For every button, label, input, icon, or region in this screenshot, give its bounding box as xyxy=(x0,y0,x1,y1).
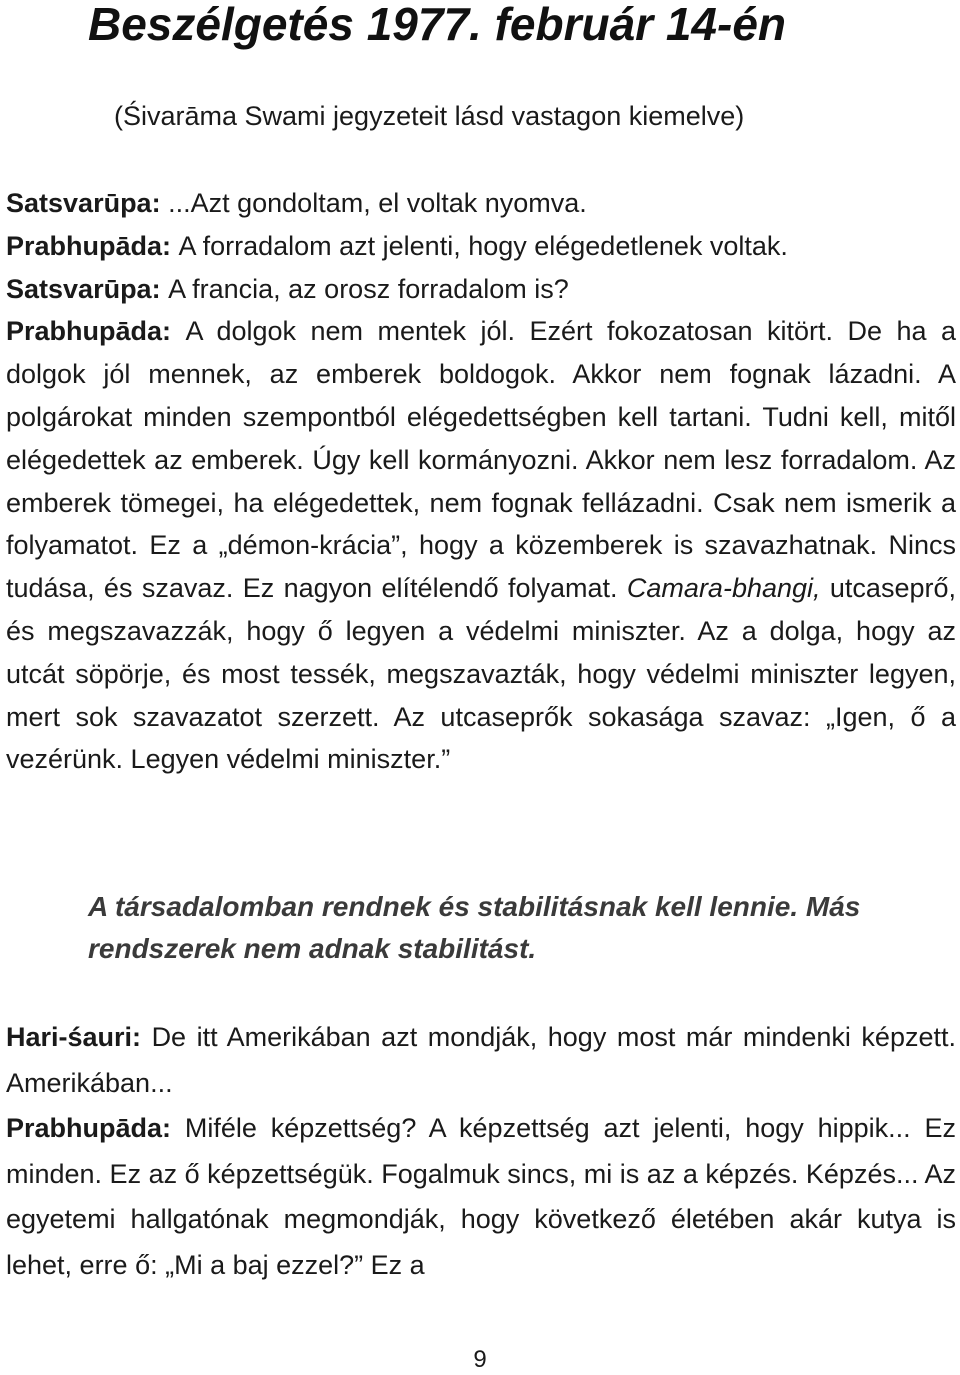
page-title: Beszélgetés 1977. február 14-én xyxy=(88,0,787,50)
dialogue-text: utcaseprő, és megszavazzák, hogy ő legyen a védelmi miniszter. Az a dolga, hogy az utcát söpörje, és most tessék, megszavazták, hogy védelmi miniszter legyen, mert sok szavazatot szerzett. Az utcaseprők sokasága szavaz: „Igen, ő a vezérünk. Legyen védelmi miniszter.” xyxy=(6,573,956,775)
dialogue-text: De itt Amerikában azt mondják, hogy most már mindenki képzett. Amerikában... xyxy=(6,1022,956,1098)
dialogue-line xyxy=(6,182,956,225)
dialogue-line xyxy=(6,1015,956,1106)
page-number: 9 xyxy=(473,1346,487,1373)
speaker-label: Satsvarūpa: xyxy=(6,273,161,304)
dialogue-line xyxy=(6,225,956,268)
dialogue-block xyxy=(6,182,956,781)
speaker-label: Prabhupāda: xyxy=(6,230,172,261)
dialogue-line xyxy=(6,268,956,311)
speaker-label: Prabhupāda: xyxy=(6,1113,172,1143)
speaker-label: Prabhupāda: xyxy=(6,316,172,347)
subtitle: (Śivarāma Swami jegyzeteit lásd vastagon kiemelve) xyxy=(114,101,745,131)
dialogue-text: A francia, az orosz forradalom is? xyxy=(168,273,569,304)
highlighted-note: A társadalomban rendnek és stabilitásnak kell lennie. Más rendszerek nem adnak stabilitást. xyxy=(88,891,861,964)
emphasized-term: Camara-bhangi, xyxy=(626,573,821,604)
dialogue-text: A dolgok nem mentek jól. Ezért fokozatosan kitört. De ha a dolgok jól mennek, az emberek boldogok. Akkor nem fognak lázadni. A polgárokat minden szempontból elégedettségben kell tartani. Tudni kell, mitől elégedettek az emberek. Úgy kell kormányozni. Akkor nem lesz forradalom. Az emberek tömegei, ha elégedettek, nem fognak fellázadni. Csak nem ismerik a folyamatot. Ez a „démon-krácia”, hogy a közemberek is szavazhatnak. Nincs tudása, és szavaz. Ez nagyon elítélendő folyamat. xyxy=(6,316,956,604)
dialogue-line xyxy=(6,310,956,781)
dialogue-block xyxy=(6,1015,956,1288)
dialogue-text: Miféle képzettség? A képzettség azt jelenti, hogy hippik... Ez minden. Ez az ő képzettségük. Fogalmuk sincs, mi is az a képzés. Képzés... Az egyetemi hallgatónak megmondják, hogy következő életében akár kutya is lehet, erre ő: „Mi a baj ezzel?” Ez a xyxy=(6,1113,956,1280)
speaker-label: Hari-śauri: xyxy=(6,1022,142,1052)
dialogue-text: A forradalom azt jelenti, hogy elégedetlenek voltak. xyxy=(178,230,788,261)
dialogue-line xyxy=(6,1106,956,1288)
speaker-label: Satsvarūpa: xyxy=(6,188,161,218)
dialogue-text: ...Azt gondoltam, el voltak nyomva. xyxy=(168,188,587,218)
